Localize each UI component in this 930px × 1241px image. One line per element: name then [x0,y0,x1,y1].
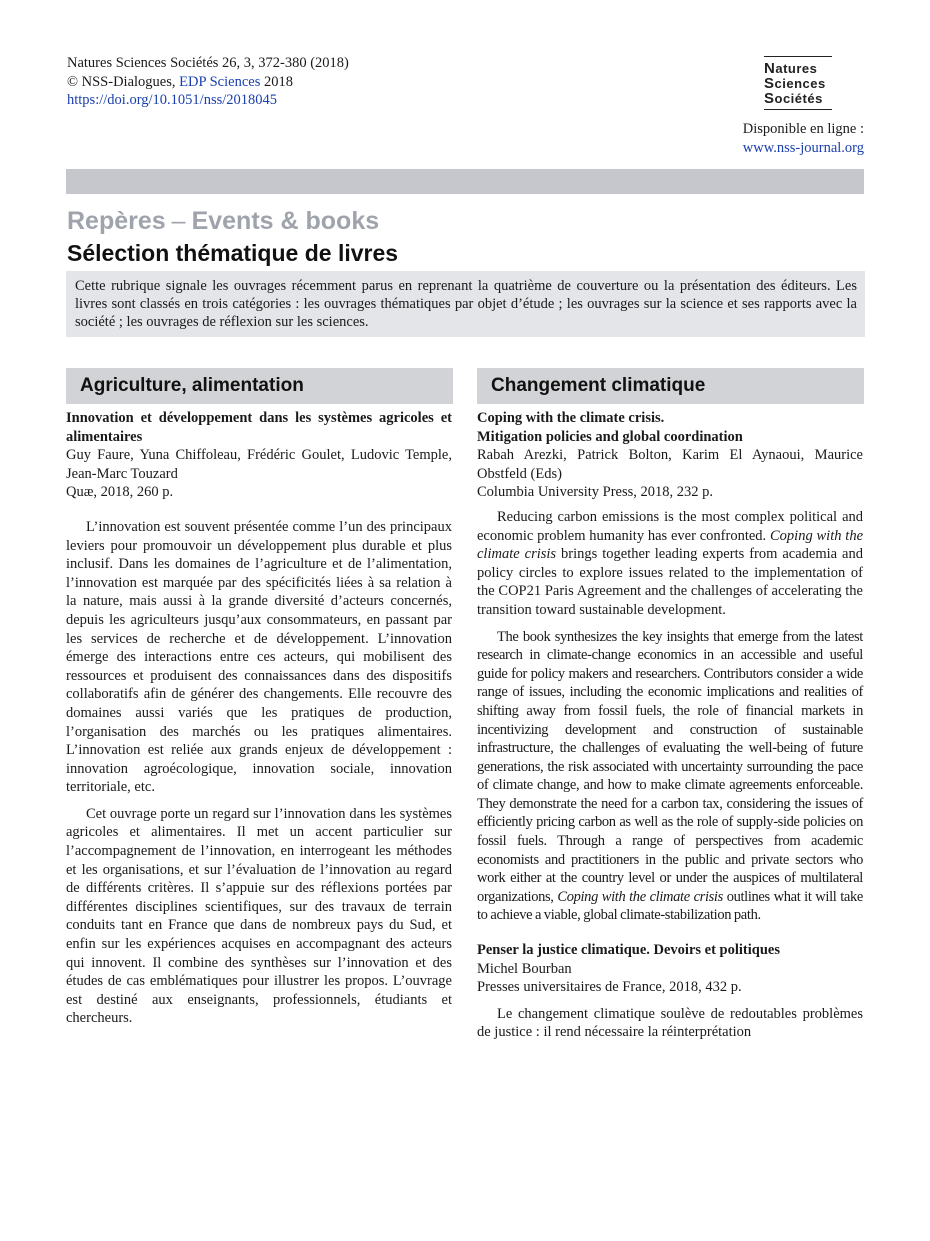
availability-label: Disponible en ligne : [742,121,864,137]
publisher-link[interactable]: EDP Sciences [179,73,261,90]
copyright-prefix: © NSS-Dialogues, [67,73,180,90]
book-publisher: Columbia University Press, 2018, 232 p. [477,484,714,501]
journal-line: Natures Sciences Sociétés 26, 3, 372-380 (2018) [67,55,349,71]
left-column-heading: Agriculture, alimentation [66,368,453,404]
right-column [477,368,864,1042]
right-column-heading: Changement climatique [477,368,864,404]
right-book-2 [477,941,863,1042]
book-title: Innovation et développement dans les systèmes agricoles et alimentaires [66,410,452,445]
copyright-year: 2018 [260,73,293,90]
section-dash: – [171,207,186,235]
logo-rule-top [764,56,832,57]
logo-rule-bottom [764,109,832,110]
availability-block [743,120,864,157]
left-book [66,409,452,1028]
logo-line-1: Natures [764,60,818,77]
book-paragraph: The book synthesizes the key insights that emerge from the latest research in climate-change economics in an accessible and useful guide for policy makers and researchers. Contributors consider a wide range of issues, including the economic implications and realities of shifting away from fossil fuels, the role of financial markets in incentivizing development and construction of sustainable infrastructure, the challenges of evaluating the well-being of future generations, the risk associated with uncertainty surrounding the pace of climate change, and how to make climate agreements enforceable. They demonstrate the need for a carbon tax, considering the issues of efficiently pricing carbon as well as the role of supply-side policies on fossil fuels. Through a range of perspectives from academic economists and practitioners in the public and private sectors who work either at the country level or under the auspices of multilateral organizations, Coping with the climate crisis outlines what it will take to achieve a viable, global climate-stabilization path. [477,628,863,924]
book-paragraph: L’innovation est souvent présentée comme l’un des principaux leviers pour promouvoir un développement plus durable et plus inclusif. Dans les domaines de l’agriculture et de l’alimentation, l’innovation est marquée par des spécificités liées à sa relation à la nature, mais aussi à la grande diversité d’acteurs concernés, depuis les agriculteurs jusqu’aux consommateurs, en passant par les services de recherche et de développement. L’innovation émerge des interactions entre ces acteurs, qui mobilisent des ressources et produisent des connaissances dans des dispositifs collaboratifs afin de générer des changements. Elle recouvre des domaines aussi variés que les pratiques de production, l’organisation des marchés ou les pratiques alimentaires. L’innovation est reliée aux grands enjeux de développement : innovation agroécologique, innovation sociale, innovation territoriale, etc. [66,518,452,796]
book-authors: Guy Faure, Yuna Chiffoleau, Frédéric Goulet, Ludovic Temple, Jean-Marc Touzard [66,447,452,482]
logo-line-2: Sciences [764,75,826,92]
book-paragraph: Reducing carbon emissions is the most complex political and economic problem humanity has ever confronted. Coping with the climate crisis brings together leading experts from academia and policy circles to explore issues related to the implementation of the COP21 Paris Agreement and the challenges of accelerating the transition toward sustainable development. [477,508,863,618]
book-publisher: Presses universitaires de France, 2018, 432 p. [477,979,742,996]
section-sub: Events & books [191,207,380,235]
section-heading [67,207,379,236]
book-title: Penser la justice climatique. Devoirs et politiques [477,942,780,959]
book-title: Coping with the climate crisis. [477,410,665,426]
book-paragraph: Cet ouvrage porte un regard sur l’innovation dans les systèmes agricoles et alimentaires. Il met un accent particulier sur l’accompagnement de l’innovation, en interrogeant les méthodes et les organisations, et sur l’évaluation de l’innovation au regard de différents critères. Il s’appuie sur des réflexions portées par différentes disciplines scientifiques, sur des travaux de terrain conduits tant en France que dans de nombreux pays du Sud, et enfin sur les expériences acquises en accompagnant des acteurs qui innovent. Il combine des synthèses sur l’innovation et des études de cas emblématiques pour illustrer les propos. L’ouvrage est destiné aux enseignants, professionnels, étudiants et chercheurs. [66,805,452,1027]
book-authors: Michel Bourban [477,960,572,977]
doi-link[interactable]: https://doi.org/10.1051/nss/2018045 [67,92,278,108]
page-title: Sélection thématique de livres [67,240,399,266]
intro-box: Cette rubrique signale les ouvrages récemment parus en reprenant la quatrième de couverture ou la présentation des éditeurs. Les livres sont classés en trois catégories : les ouvrages thématiques par objet d’étude ; les ouvrages sur la science et ses rapports avec la société ; les ouvrages de réflexion sur les sciences. [66,271,865,337]
book-subtitle: Mitigation policies and global coordination [477,428,743,445]
book-authors: Rabah Arezki, Patrick Bolton, Karim El Aynaoui, Maurice Obstfeld (Eds) [477,447,863,482]
citation-block [67,54,349,110]
right-book-1 [477,409,863,925]
logo-line-3: Sociétés [764,90,823,107]
section-name: Repères [67,207,166,235]
left-column [66,368,453,1028]
book-paragraph: Le changement climatique soulève de redoutables problèmes de justice : il rend nécessaire la réinterprétation [477,1005,863,1041]
journal-url-link[interactable]: www.nss-journal.org [742,139,864,156]
header-divider-bar [66,169,864,194]
book-publisher: Quæ, 2018, 260 p. [66,484,174,501]
journal-logo [764,56,832,110]
copyright-line [67,73,349,92]
